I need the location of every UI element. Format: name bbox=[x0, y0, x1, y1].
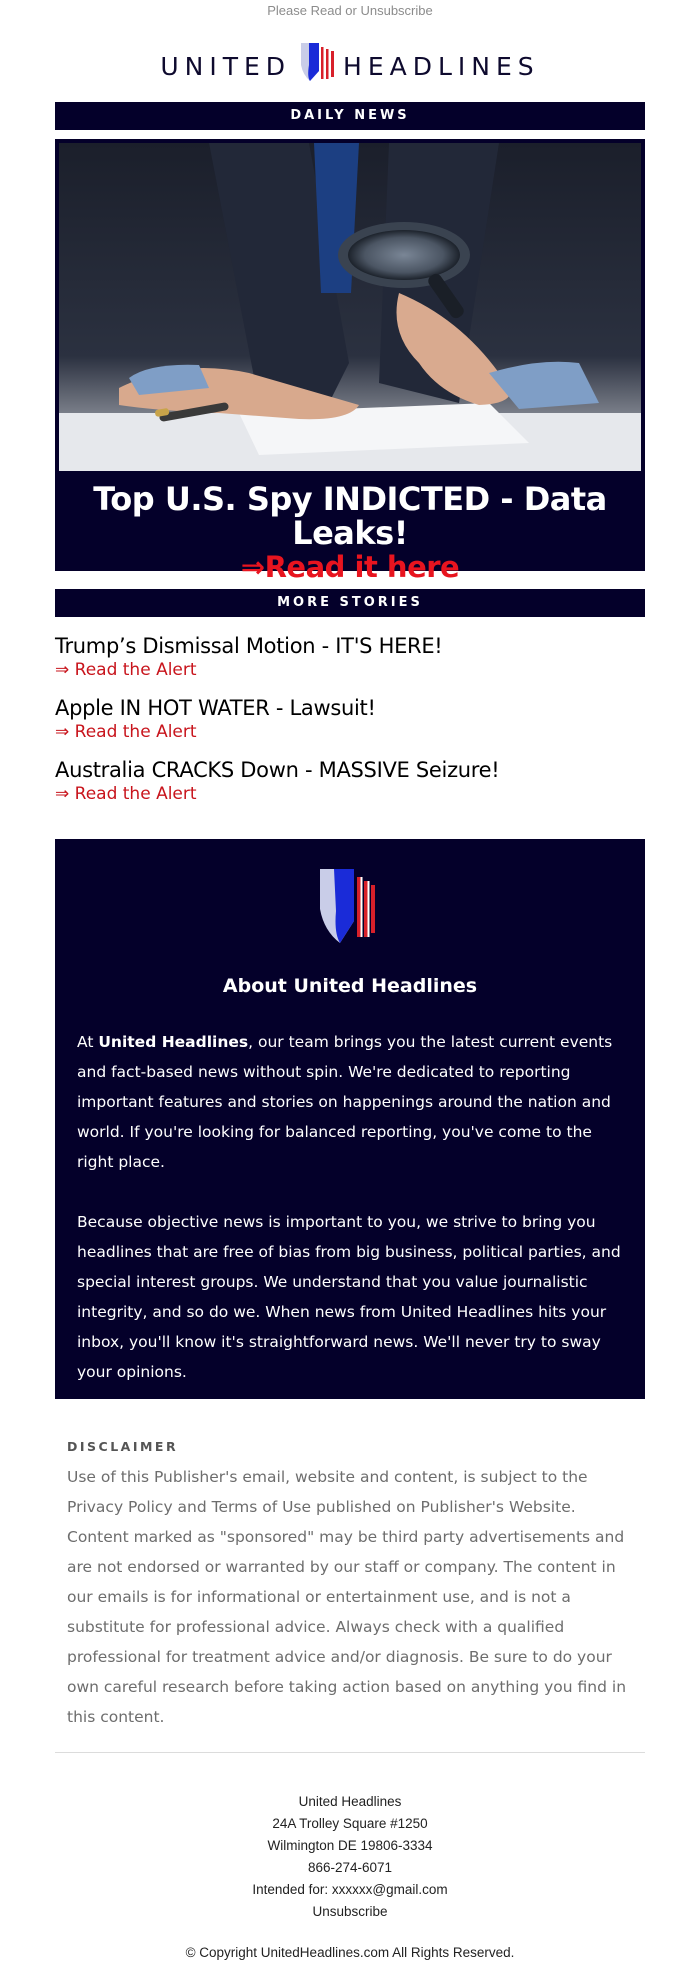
footer-company: United Headlines bbox=[298, 1794, 402, 1809]
footer bbox=[55, 1753, 645, 1923]
about-title: About United Headlines bbox=[222, 975, 478, 997]
about-paragraph-1 bbox=[77, 1027, 623, 1177]
shield-logo-icon bbox=[297, 41, 337, 92]
daily-news-bar: DAILY NEWS bbox=[55, 102, 645, 130]
preheader-link[interactable]: Please Read or Unsubscribe bbox=[267, 3, 433, 18]
footer-address-line-2: Wilmington DE 19806-3334 bbox=[267, 1838, 433, 1853]
story-alert-link[interactable]: ⇒ Read the Alert bbox=[55, 660, 197, 680]
disclaimer-body: Use of this Publisher's email, website and content, is subject to the Privacy Policy and Terms of Use published on Publisher's Website. Content marked as "sponsored" may be third party advertisements and are not endorsed or warranted by our staff or company. The content in our emails is for informational or entertainment use, and is not a substitute for professional advice. Always check with a qualified professional for treatment advice and/or diagnosis. Be sure to do your own careful research before taking action based on anything you find in this content. bbox=[67, 1468, 627, 1726]
story-item[interactable] bbox=[55, 757, 645, 805]
about-p1-rest: , our team brings you the latest current events and fact-based news without spin. We're dedicated to reporting important features and stories on happenings around the nation and world. If you're looking for balanced reporting, you've come to the right place. bbox=[77, 1033, 613, 1171]
story-title[interactable]: Trump’s Dismissal Motion - IT'S HERE! bbox=[55, 634, 443, 658]
about-section bbox=[55, 839, 645, 1399]
unsubscribe-link[interactable]: Unsubscribe bbox=[312, 1904, 388, 1919]
more-stories-bar: MORE STORIES bbox=[55, 589, 645, 617]
hero-read-link[interactable]: ⇒Read it here bbox=[240, 550, 460, 584]
story-alert-link[interactable]: ⇒ Read the Alert bbox=[55, 784, 197, 804]
story-item[interactable] bbox=[55, 695, 645, 743]
preheader bbox=[0, 0, 700, 26]
about-p1-prefix: At bbox=[77, 1033, 99, 1051]
shield-logo-icon bbox=[77, 867, 623, 951]
story-title[interactable]: Apple IN HOT WATER - Lawsuit! bbox=[55, 696, 376, 720]
brand-logo[interactable] bbox=[0, 30, 700, 102]
logo-word-right: HEADLINES bbox=[343, 51, 540, 81]
hero-story[interactable] bbox=[55, 139, 645, 584]
about-paragraph-2: Because objective news is important to you, we strive to bring you headlines that are free of bias from big business, political parties, and special interest groups. We understand that you value journalistic integrity, and so do we. When news from United Headlines hits your inbox, you'll know it's straightforward news. We'll never try to sway your opinions. bbox=[77, 1213, 621, 1381]
story-list bbox=[55, 617, 645, 839]
story-item[interactable] bbox=[55, 633, 645, 681]
footer-intended-for: Intended for: xxxxxx@gmail.com bbox=[252, 1882, 448, 1897]
story-alert-link[interactable]: ⇒ Read the Alert bbox=[55, 722, 197, 742]
about-p1-brand: United Headlines bbox=[98, 1033, 249, 1051]
hero-image[interactable] bbox=[59, 143, 641, 471]
main-column bbox=[55, 102, 645, 1960]
copyright: © Copyright UnitedHeadlines.com All Rights Reserved. bbox=[185, 1945, 515, 1960]
logo-word-left: UNITED bbox=[160, 51, 292, 81]
footer-phone: 866-274-6071 bbox=[307, 1860, 393, 1875]
disclaimer-section bbox=[55, 1399, 645, 1744]
disclaimer-heading: DISCLAIMER bbox=[67, 1439, 179, 1454]
hero-headline[interactable]: Top U.S. Spy INDICTED - Data Leaks! bbox=[93, 480, 607, 552]
footer-address-line-1: 24A Trolley Square #1250 bbox=[272, 1816, 428, 1831]
story-title[interactable]: Australia CRACKS Down - MASSIVE Seizure! bbox=[55, 758, 500, 782]
